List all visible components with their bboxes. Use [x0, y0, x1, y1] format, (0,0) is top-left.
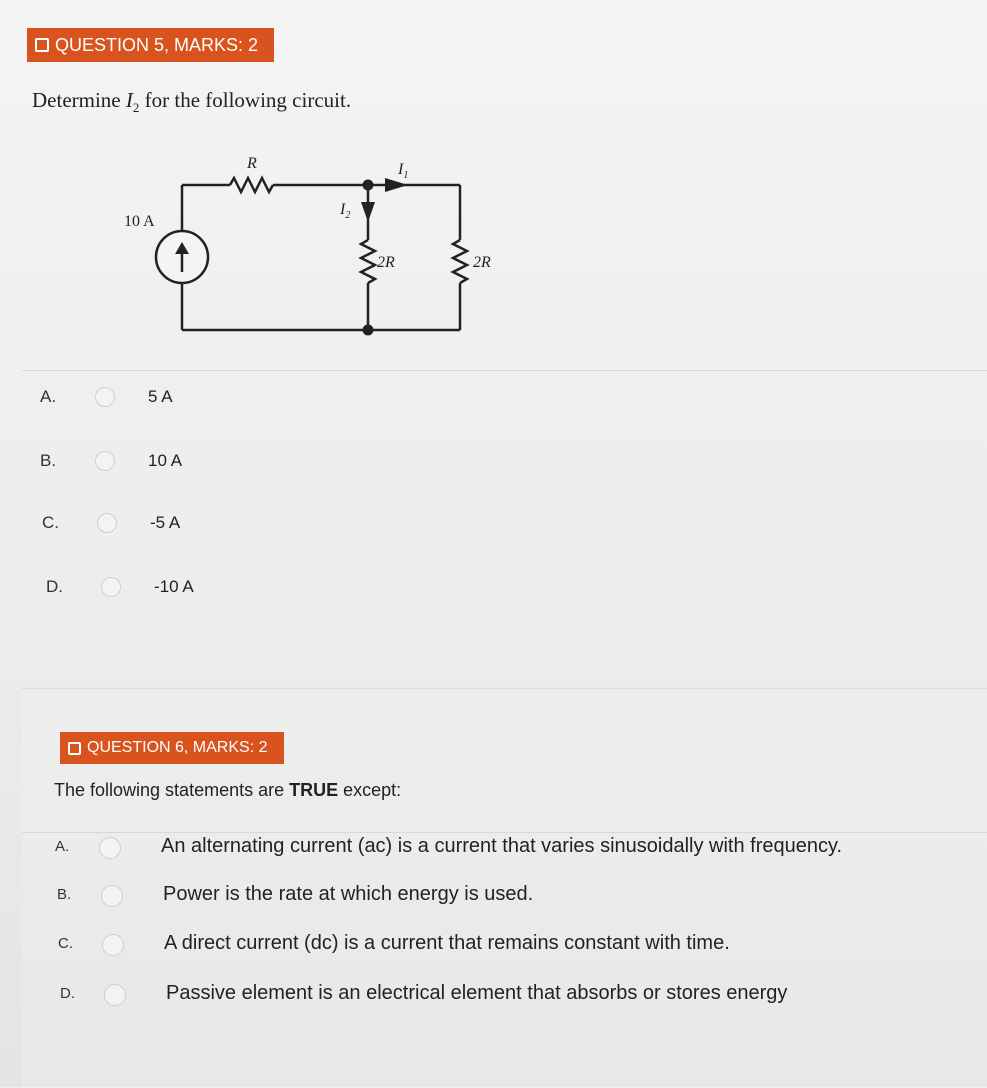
option-text: 5 A	[148, 387, 173, 406]
prompt-text-pre: The following statements are	[54, 780, 290, 800]
i1-label: $I_1$	[398, 161, 409, 181]
question-5-prompt	[32, 88, 351, 116]
option-letter: C.	[42, 513, 59, 532]
resistor-2r-right-label: 2R	[473, 254, 491, 271]
prompt-variable-subscript: 2	[132, 100, 140, 116]
option-letter: B.	[40, 451, 57, 470]
radio-button[interactable]	[97, 513, 117, 533]
prompt-variable: I	[125, 88, 133, 112]
checkbox-icon[interactable]	[35, 38, 49, 52]
question-6-prompt	[54, 780, 401, 801]
i2-arrow	[361, 202, 375, 222]
divider	[22, 370, 987, 371]
option-letter: A.	[55, 838, 70, 855]
option-letter: A.	[40, 387, 57, 406]
option-letter: D.	[60, 985, 75, 1002]
radio-button[interactable]	[101, 577, 121, 597]
prompt-text-bold: TRUE	[289, 780, 339, 800]
option-text: Power is the rate at which energy is used.	[163, 883, 534, 905]
resistor-2r-middle-label: 2R	[377, 254, 395, 271]
resistor-2r-right	[453, 240, 467, 283]
radio-button[interactable]	[102, 934, 124, 956]
prompt-text-pre: Determine	[32, 88, 126, 112]
option-letter: B.	[57, 886, 72, 903]
option-text: A direct current (dc) is a current that remains constant with time.	[164, 932, 730, 954]
radio-button[interactable]	[104, 984, 126, 1006]
node-top	[363, 180, 374, 191]
option-text: Passive element is an electrical element that absorbs or stores energy	[166, 982, 788, 1004]
checkbox-icon[interactable]	[68, 742, 81, 755]
radio-button[interactable]	[95, 451, 115, 471]
option-letter: C.	[58, 935, 73, 952]
prompt-text-post: except:	[338, 780, 402, 800]
node-bottom	[363, 325, 374, 336]
radio-button[interactable]	[101, 885, 123, 907]
option-letter: D.	[46, 577, 63, 596]
option-text: 10 A	[148, 451, 183, 470]
prompt-text-post: for the following circuit.	[139, 88, 352, 112]
radio-button[interactable]	[99, 837, 121, 859]
question-5-badge	[27, 28, 274, 62]
source-label: 10 A	[124, 213, 155, 230]
question-5-badge-label: QUESTION 5, MARKS: 2	[55, 34, 259, 55]
question-6-badge-label: QUESTION 6, MARKS: 2	[87, 739, 268, 756]
resistor-r	[230, 178, 273, 192]
option-text: -10 A	[154, 577, 194, 596]
option-text: -5 A	[150, 513, 181, 532]
resistor-2r-middle	[361, 240, 375, 283]
divider	[22, 832, 987, 833]
resistor-r-label: R	[247, 155, 257, 172]
radio-button[interactable]	[95, 387, 115, 407]
question-6-badge	[60, 732, 284, 764]
circuit-diagram	[110, 140, 530, 350]
option-text: An alternating current (ac) is a current that varies sinusoidally with frequency.	[161, 835, 843, 857]
i2-label: $I_2$	[340, 201, 351, 221]
